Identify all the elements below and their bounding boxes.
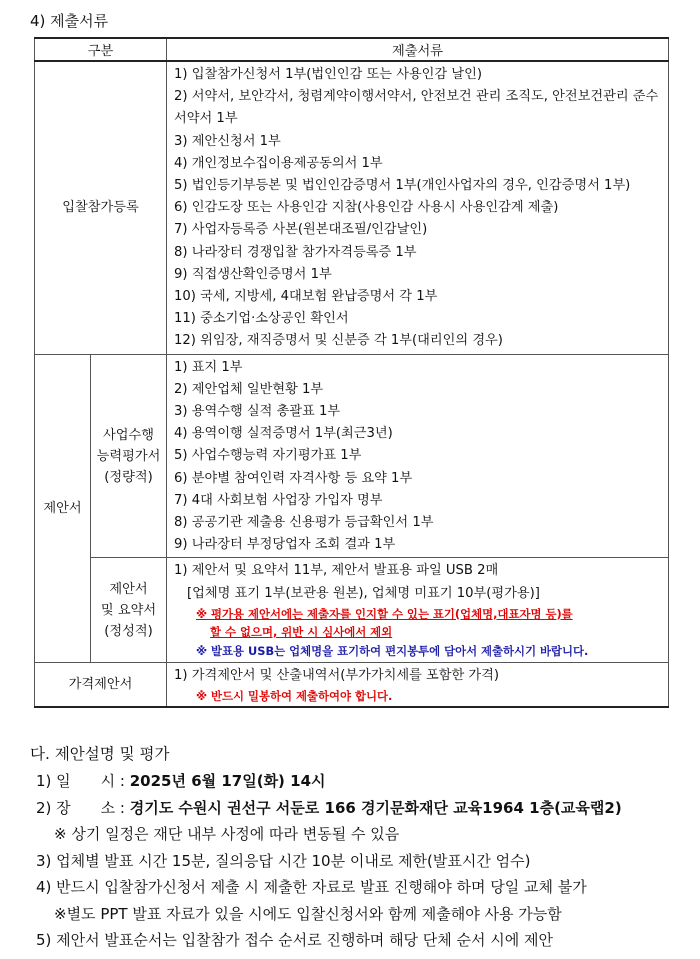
section-title: 다. 제안설명 및 평가 [30,745,170,763]
list-item: 5) 법인등기부등본 및 법인인감증명서 1부(개인사업자의 경우, 인감증명서 1부) [174,178,631,194]
list-item: 4) 개인정보수집이용제공동의서 1부 [174,155,383,171]
list-item: 8) 나라장터 경쟁입찰 참가자격등록증 1부 [174,244,417,260]
table-row-price [35,662,669,707]
list-item: 1) 제안서 및 요약서 11부, 제안서 발표용 파일 USB 2매 [174,563,499,579]
red-notice-text: ※ 평가용 제안서에는 제출자를 인지할 수 있는 표기(업체명,대표자명 등)를 [196,606,573,621]
red-notice-text: 할 수 없으며, 위반 시 심사에서 제외 [210,624,393,639]
section-heading: 4) 제출서류 [30,12,109,30]
list-item: 7) 4대 사회보험 사업장 가입자 명부 [174,492,383,508]
list-item: 6) 분야별 참여인력 자격사항 등 요약 1부 [174,470,413,486]
quantitative-document-list [167,354,669,558]
list-item: 8) 공공기관 제출용 신용평가 등급확인서 1부 [174,515,434,531]
list-item: 5) 제안서 발표순서는 입찰참가 접수 순서로 진행하며 해당 단체 순서 시에 제안 [36,931,554,949]
subcategory-qualitative [91,558,167,662]
list-item: 3) 제안신청서 1부 [174,133,281,149]
subcategory-label-line: (정성적) [104,623,153,639]
list-item: 3) 용역수행 실적 총괄표 1부 [174,404,341,420]
subcategory-label-line: 사업수행 [103,427,154,443]
presentation-details [36,768,622,954]
list-item: 11) 중소기업·소상공인 확인서 [174,311,349,327]
qualitative-document-list [167,558,669,662]
red-notice: ※ 반드시 밀봉하여 제출하여야 합니다. [196,688,393,703]
list-item-note: ※별도 PPT 발표 자료가 있을 시에도 입찰신청서와 함께 제출해야 사용 가능함 [54,904,562,923]
list-item: 1) 입찰참가신청서 1부(법인인감 또는 사용인감 날인) [174,67,482,82]
list-item: 4) 용역이행 실적증명서 1부(최근3년) [174,426,393,442]
subcategory-label-line: (정량적) [104,469,153,485]
header-documents: 제출서류 [167,38,669,61]
list-item-detail: [업체명 표기 1부(보관용 원본), 업체명 미표기 10부(평가용)] [187,585,540,601]
price-document-list [167,662,669,707]
red-notice [174,605,662,623]
list-item: 10) 국세, 지방세, 4대보험 완납증명서 각 1부 [174,289,438,305]
place-line [36,795,622,822]
subcategory-label-line: 제안서 [109,581,148,597]
date-value: 2025년 6월 17일(화) 14시 [129,772,326,790]
list-item: 1) 표지 1부 [174,359,243,375]
list-item: 2) 서약서, 보안각서, 청렴계약이행서약서, 안전보건 관리 조직도, 안전보건관리 준수 서약서 1부 [174,89,659,127]
subcategory-label-line: 능력평가서 [96,448,161,464]
category-proposal: 제안서 [35,354,91,662]
list-item: 4) 반드시 입찰참가신청서 제출 시 제출한 자료로 발표 진행해야 하며 당일 교체 불가 [36,878,587,896]
list-item: 12) 위임장, 재직증명서 및 신분증 각 1부(대리인의 경우) [174,333,503,349]
date-label: 1) 일 시 : [36,772,130,790]
place-note: ※ 상기 일정은 재단 내부 사정에 따라 변동될 수 있음 [54,825,400,843]
place-value: 경기도 수원시 권선구 서둔로 166 경기문화재단 교육1964 1층(교육랩2) [129,798,622,817]
list-item: 9) 나라장터 부정당업자 조회 결과 1부 [174,537,396,553]
date-line [36,768,622,795]
submission-documents-table [34,37,669,708]
table-row-registration [35,61,669,354]
list-item: 1) 가격제안서 및 산출내역서(부가가치세를 포함한 가격) [174,667,500,683]
red-notice [174,623,662,641]
list-item: 6) 인감도장 또는 사용인감 지참(사용인감 사용시 사용인감계 제출) [174,200,559,216]
list-item: 2) 제안업체 일반현황 1부 [174,381,324,397]
category-price: 가격제안서 [35,662,167,707]
header-category: 구분 [35,38,167,61]
table-row-proposal-quantitative [35,354,669,558]
list-item: 3) 업체별 발표 시간 15분, 질의응답 시간 10분 이내로 제한(발표시간 엄수) [36,851,531,870]
blue-notice: ※ 발표용 USB는 업체명을 표기하여 편지봉투에 담아서 제출하시기 바랍니다. [196,643,589,658]
category-registration: 입찰참가등록 [35,61,167,354]
list-item: 5) 사업수행능력 자기평가표 1부 [174,448,362,464]
table-header-row [35,38,669,61]
table-row-proposal-qualitative [35,558,669,662]
place-label: 2) 장 소 : [36,798,130,817]
subcategory-label-line: 및 요약서 [100,602,157,618]
registration-document-list [167,61,669,354]
list-item: 9) 직접생산확인증명서 1부 [174,266,332,282]
list-item: 7) 사업자등록증 사본(원본대조필/인감날인) [174,222,428,238]
subcategory-quantitative [91,354,167,558]
